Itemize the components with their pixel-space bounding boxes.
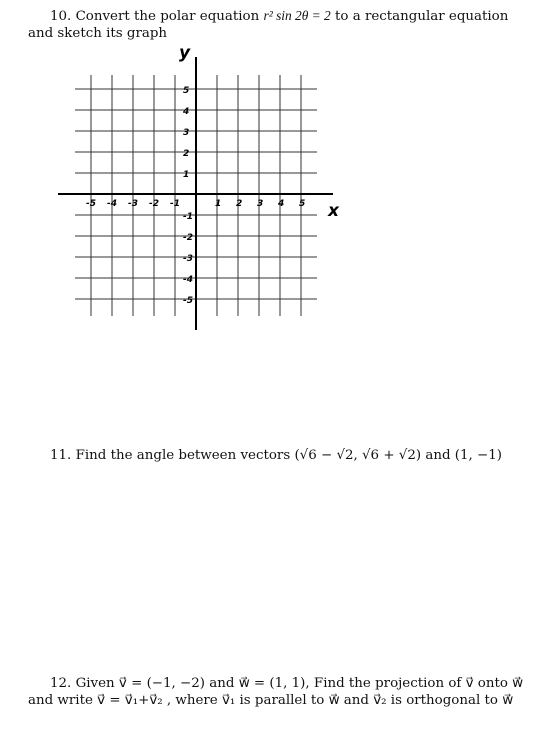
problem-12-number: 12. — [50, 676, 72, 691]
problem-11 — [28, 447, 533, 464]
x-tick-label: -3 — [128, 199, 138, 209]
problem-10-text-a: Convert the polar equation — [75, 9, 260, 24]
y-tick-label: 2 — [183, 149, 190, 159]
problem-12 — [28, 675, 533, 709]
x-tick-label: 3 — [257, 199, 264, 209]
y-tick-label: -2 — [183, 233, 193, 243]
problem-10-number: 10. — [50, 9, 72, 24]
problem-10-equation: r² sin 2θ = 2 — [263, 8, 331, 23]
x-axis-label: x — [328, 201, 339, 221]
y-tick-label: -3 — [183, 254, 193, 264]
x-tick-label: -2 — [149, 199, 159, 209]
problem-12-text: Given v⃗ = (−1, −2) and w⃗ = (1, 1), Find the projection of v⃗ onto w⃗ and write v⃗ = v⃗₁+v⃗₂ , where v⃗₁ is parallel to w⃗ and v⃗₂ is orthogonal to w⃗ — [28, 676, 524, 708]
y-tick-label: 1 — [183, 170, 190, 180]
y-axis-label: y — [179, 43, 191, 63]
x-tick-label: -1 — [170, 199, 180, 209]
y-tick-label: 3 — [183, 128, 190, 138]
x-tick-label: 5 — [299, 199, 306, 209]
y-tick-label: -1 — [183, 212, 193, 222]
x-tick-label: -5 — [86, 199, 96, 209]
y-tick-label: 5 — [183, 86, 190, 96]
problem-10-text-b: to a rectangular equation and sketch its graph — [28, 9, 509, 41]
y-tick-label: -5 — [183, 296, 193, 306]
problem-11-text: Find the angle between vectors (√6 − √2, √6 + √2) and (1, −1) — [75, 448, 502, 463]
y-tick-label: 4 — [183, 107, 190, 117]
y-tick-label: -4 — [183, 275, 193, 285]
x-tick-label: 1 — [215, 199, 222, 209]
x-tick-label: 2 — [236, 199, 243, 209]
problem-11-number: 11. — [50, 448, 72, 463]
x-tick-label: 4 — [278, 199, 285, 209]
x-tick-label: -4 — [107, 199, 117, 209]
axes — [58, 57, 333, 330]
